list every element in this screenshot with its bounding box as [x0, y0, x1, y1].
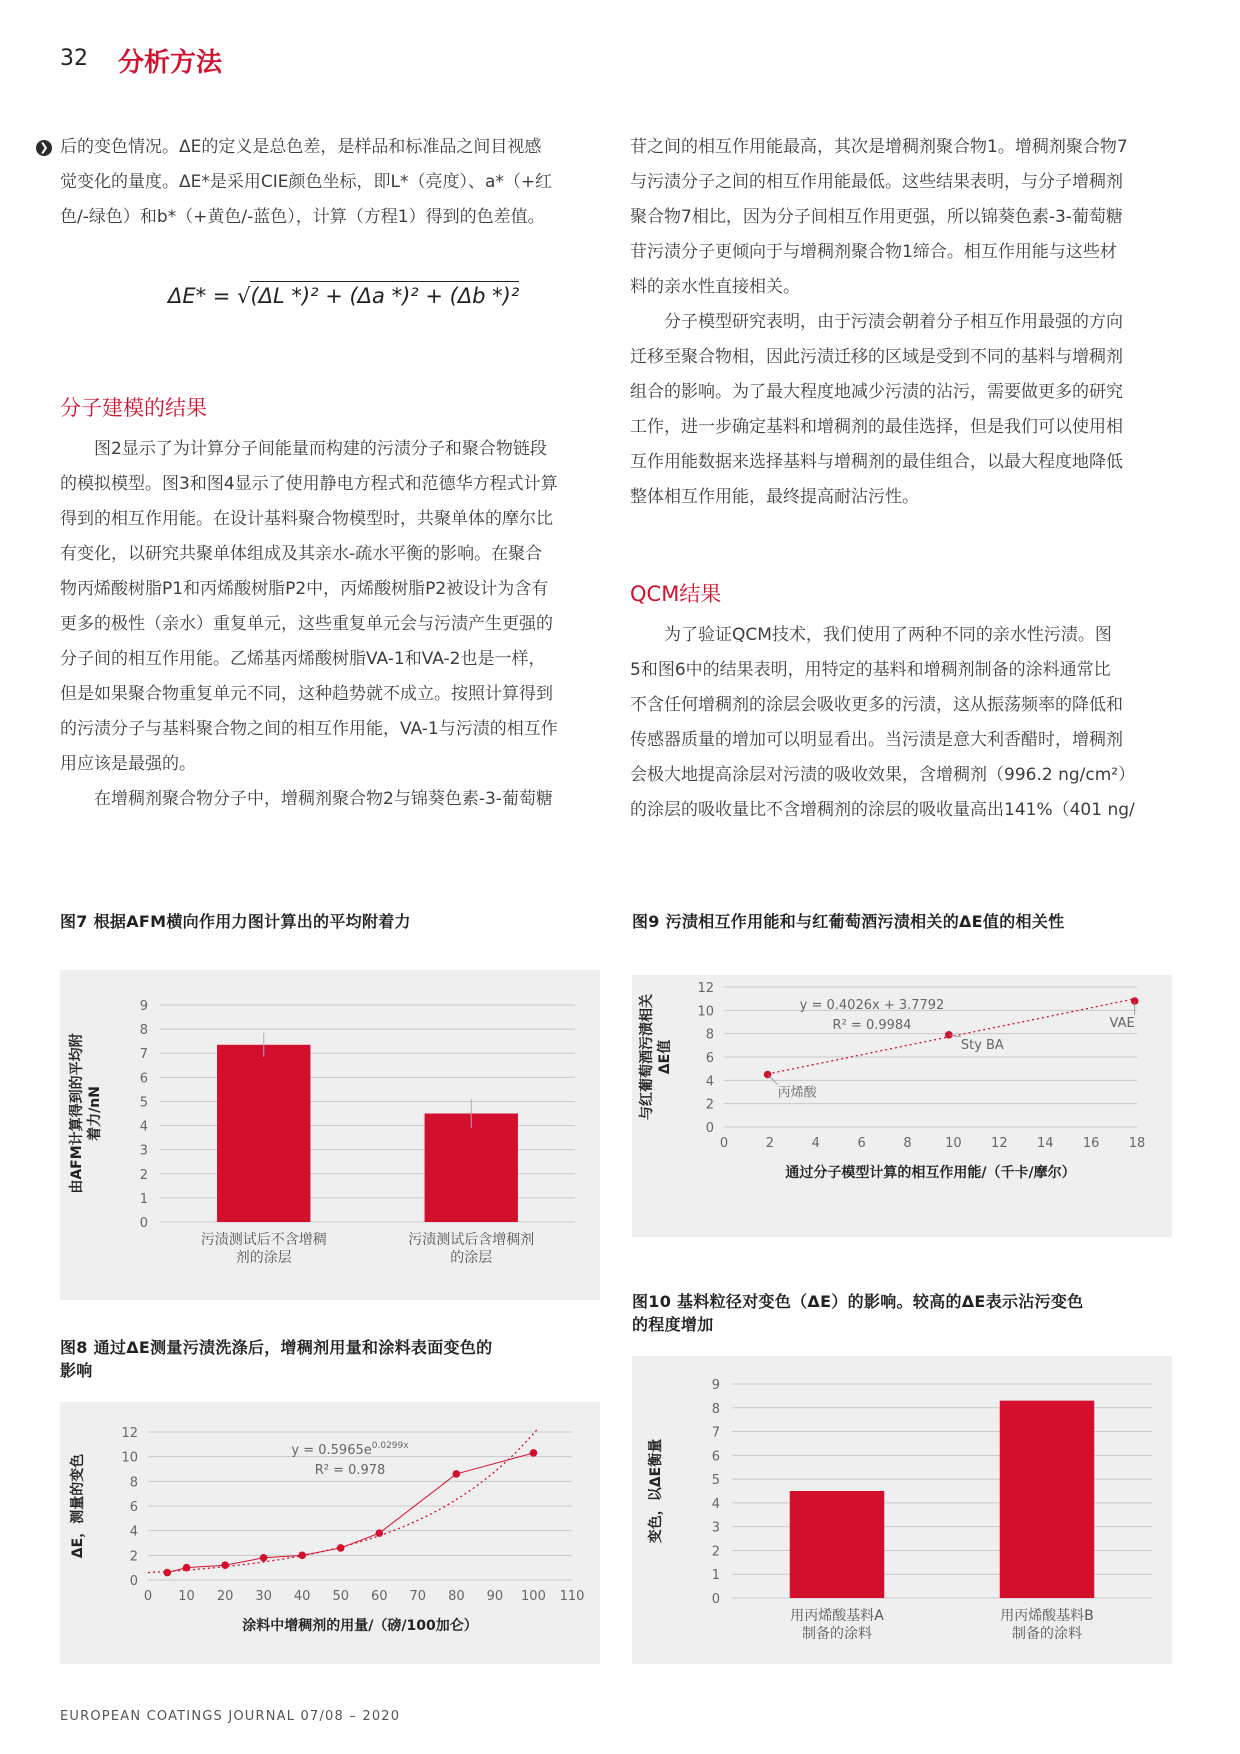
y-tick-label: 2: [705, 1097, 714, 1113]
fig10-svg: [632, 1356, 1172, 1664]
qcm-heading: QCM结果: [630, 582, 722, 606]
x-tick-label: 0: [719, 1136, 729, 1151]
y-axis-label-line: 与红葡萄酒污渍相关: [639, 994, 655, 1120]
bar: [425, 1114, 518, 1223]
y-tick-label: 4: [129, 1524, 138, 1540]
body-line: 用应该是最强的。: [60, 754, 196, 774]
y-axis-label-line: 着力/nN: [87, 1086, 103, 1141]
x-axis-label: 通过分子模型计算的相互作用能/（千卡/摩尔）: [785, 1165, 1076, 1181]
fig8-caption-line: 影响: [60, 1361, 93, 1380]
y-tick-label: 4: [711, 1496, 720, 1512]
category-label: 制备的涂料: [802, 1626, 872, 1642]
category-label: 用丙烯酸基料B: [1000, 1608, 1094, 1624]
x-tick-label: 2: [765, 1136, 775, 1151]
body-line: 会极大地提高涂层对污渍的吸收效果，含增稠剂（996.2 ng/cm²）: [630, 765, 1136, 785]
x-axis-label: 涂料中增稠剂的用量/（磅/100加仑）: [242, 1618, 478, 1634]
y-tick-label: 9: [139, 999, 148, 1014]
fig9-chart: [632, 975, 1172, 1237]
x-tick-label: 30: [255, 1589, 272, 1604]
data-point: [298, 1552, 306, 1560]
category-label: 剂的涂层: [235, 1250, 292, 1266]
y-tick-label: 1: [711, 1568, 720, 1584]
body-line: 互作用能数据来选择基料与增稠剂的最佳组合，以最大程度地降低: [630, 452, 1123, 472]
point-label-leader: [768, 1075, 778, 1085]
continue-arrow-icon: ❯: [36, 140, 52, 156]
body-line: 5和图6中的结果表明，用特定的基料和增稠剂制备的涂料通常比: [630, 660, 1111, 680]
x-tick-label: 80: [448, 1589, 465, 1604]
x-tick-label: 20: [216, 1589, 234, 1604]
fig10-caption: [632, 1290, 1083, 1336]
y-tick-label: 7: [139, 1047, 148, 1063]
trend-exponent: 0.0299x: [371, 1441, 409, 1451]
x-tick-label: 14: [1036, 1136, 1054, 1151]
fig9-caption: 图9 污渍相互作用能和与红葡萄酒污渍相关的ΔE值的相关性: [632, 912, 1065, 931]
data-point: [163, 1569, 171, 1577]
body-line: 图2显示了为计算分子间能量而构建的污渍分子和聚合物链段: [94, 439, 547, 459]
body-line: 苷之间的相互作用能最高，其次是增稠剂聚合物1。增稠剂聚合物7: [630, 137, 1128, 157]
body-line: 觉变化的量度。ΔE*是采用CIE颜色坐标，即L*（亮度）、a*（+红: [60, 172, 553, 192]
trend-equation: $y = 0.5965e^{0.0299x}$: [291, 1441, 409, 1458]
body-line: 更多的极性（亲水）重复单元，这些重复单元会与污渍产生更强的: [60, 614, 553, 634]
body-line: 但是如果聚合物重复单元不同，这种趋势就不成立。按照计算得到: [60, 684, 553, 704]
r-squared: R² = 0.9984: [832, 1018, 912, 1033]
x-tick-label: 4: [811, 1136, 820, 1151]
body-line: 工作，进一步确定基料和增稠剂的最佳选择，但是我们可以使用相: [630, 417, 1123, 437]
x-tick-label: 100: [521, 1589, 546, 1604]
qcm-section: [630, 618, 1175, 828]
y-axis-label-line: ΔE，测量的变色: [70, 1453, 86, 1559]
y-tick-label: 8: [705, 1027, 714, 1043]
y-axis-label-line: 由AFM计算得到的平均附: [69, 1033, 85, 1194]
body-line: 传感器质量的增加可以明显看出。当污渍是意大利香醋时，增稠剂: [630, 730, 1123, 750]
right-column: [630, 130, 1175, 515]
y-axis-label: [647, 1439, 664, 1543]
fig8-caption-line: 图8 通过ΔE测量污渍洗涤后，增稠剂用量和涂料表面变色的: [60, 1338, 493, 1357]
category-label: 污渍测试后含增稠剂: [408, 1232, 535, 1248]
y-tick-label: 0: [711, 1592, 720, 1607]
left-column: [60, 130, 600, 235]
x-tick-label: 90: [486, 1589, 504, 1604]
point-label: VAE: [1109, 1016, 1135, 1031]
y-tick-label: 8: [139, 1023, 148, 1039]
delta-e-formula: [168, 284, 519, 308]
y-tick-label: 0: [705, 1121, 714, 1136]
x-tick-label: 110: [559, 1589, 585, 1604]
category-label: 的涂层: [450, 1250, 493, 1266]
y-tick-label: 6: [139, 1071, 148, 1087]
y-tick-label: 6: [129, 1500, 138, 1515]
fig7-chart: [60, 970, 600, 1300]
bar: [790, 1491, 885, 1598]
body-line: 的污渍分子与基料聚合物之间的相互作用能，VA-1与污渍的相互作: [60, 719, 558, 739]
body-line: 在增稠剂聚合物分子中，增稠剂聚合物2与锦葵色素-3-葡萄糖: [94, 789, 553, 809]
x-tick-label: 70: [409, 1589, 427, 1604]
body-line: 分子模型研究表明，由于污渍会朝着分子相互作用最强的方向: [664, 312, 1123, 332]
x-tick-label: 10: [178, 1589, 195, 1604]
y-tick-label: 9: [711, 1378, 720, 1393]
data-point: [221, 1561, 229, 1569]
body-line: 为了验证QCM技术，我们使用了两种不同的亲水性污渍。图: [664, 625, 1112, 645]
data-point: [260, 1554, 268, 1562]
body-line: 得到的相互作用能。在设计基料聚合物模型时，共聚单体的摩尔比: [60, 509, 553, 529]
x-tick-label: 40: [293, 1589, 311, 1604]
x-tick-label: 16: [1082, 1136, 1100, 1151]
y-tick-label: 8: [129, 1475, 138, 1491]
y-tick-label: 0: [139, 1216, 148, 1231]
x-tick-label: 6: [857, 1136, 866, 1151]
body-line: 迁移至聚合物相，因此污渍迁移的区域是受到不同的基料与增稠剂: [630, 347, 1123, 367]
fig10-chart: [632, 1356, 1172, 1664]
trend-equation: y = 0.4026x + 3.7792: [799, 998, 945, 1013]
y-tick-label: 0: [129, 1574, 138, 1589]
fig7-caption: 图7 根据AFM横向作用力图计算出的平均附着力: [60, 912, 411, 931]
body-line: 聚合物7相比，因为分子间相互作用更强，所以锦葵色素-3-葡萄糖: [630, 207, 1123, 227]
y-tick-label: 6: [711, 1449, 720, 1465]
y-axis-label-line: ΔE值: [657, 1039, 673, 1075]
fig8-chart: [60, 1402, 600, 1664]
y-tick-label: 7: [711, 1425, 720, 1441]
y-tick-label: 3: [711, 1520, 720, 1536]
data-point: [183, 1564, 191, 1572]
body-line: 物丙烯酸树脂P1和丙烯酸树脂P2中，丙烯酸树脂P2被设计为含有: [60, 579, 549, 599]
y-tick-label: 4: [705, 1074, 714, 1090]
formula-radicand: (ΔL *)² + (Δa *)² + (Δb *)²: [250, 281, 519, 308]
body-line: 后的变色情况。ΔE的定义是总色差，是样品和标准品之间目视感: [60, 137, 542, 157]
y-tick-label: 2: [711, 1544, 720, 1560]
x-tick-label: 8: [903, 1136, 912, 1151]
body-line: 的涂层的吸收量比不含增稠剂的涂层的吸收量高出141%（401 ng/: [630, 800, 1135, 820]
category-label: 用丙烯酸基料A: [790, 1608, 884, 1624]
y-tick-label: 2: [139, 1167, 148, 1183]
body-line: 的模拟模型。图3和图4显示了使用静电方程式和范德华方程式计算: [60, 474, 558, 494]
y-tick-label: 4: [139, 1119, 148, 1135]
x-tick-label: 50: [332, 1589, 350, 1604]
x-tick-label: 12: [991, 1136, 1008, 1151]
fig10-caption-line: 图10 基料粒径对变色（ΔE）的影响。较高的ΔE表示沾污变色: [632, 1292, 1084, 1311]
y-tick-label: 5: [711, 1473, 720, 1489]
data-point: [375, 1529, 383, 1537]
y-axis-label-line: 变色，以ΔE衡量: [648, 1438, 664, 1544]
fig9-svg: [632, 975, 1172, 1237]
y-tick-label: 2: [129, 1549, 138, 1565]
fig10-caption-line: 的程度增加: [632, 1315, 714, 1334]
y-tick-label: 12: [121, 1426, 138, 1441]
bar: [1000, 1401, 1095, 1598]
y-axis-label: [638, 994, 673, 1120]
section-title: 分析方法: [118, 48, 223, 78]
body-line: 分子间的相互作用能。乙烯基丙烯酸树脂VA-1和VA-2也是一样，: [60, 649, 546, 669]
body-line: 整体相互作用能，最终提高耐沾污性。: [630, 487, 919, 507]
body-line: 苷污渍分子更倾向于与增稠剂聚合物1缔合。相互作用能与这些材: [630, 242, 1117, 262]
data-point: [530, 1449, 538, 1457]
y-axis-label: [69, 1454, 86, 1558]
x-tick-label: 0: [143, 1589, 153, 1604]
fig8-caption: [60, 1336, 492, 1382]
x-tick-label: 10: [945, 1136, 962, 1151]
body-line: 有变化，以研究共聚单体组成及其亲水-疏水平衡的影响。在聚合: [60, 544, 543, 564]
body-line: 料的亲水性直接相关。: [630, 277, 800, 297]
point-label: Sty BA: [960, 1037, 1004, 1053]
body-line: 与污渍分子之间的相互作用能最低。这些结果表明，与分子增稠剂: [630, 172, 1123, 192]
body-line: 组合的影响。为了最大程度地减少污渍的沾污，需要做更多的研究: [630, 382, 1123, 402]
x-tick-label: 60: [370, 1589, 388, 1604]
fig8-svg: [60, 1402, 600, 1664]
category-label: 制备的涂料: [1012, 1626, 1082, 1642]
point-label: 丙烯酸: [777, 1085, 817, 1101]
fig7-svg: [60, 970, 600, 1300]
y-tick-label: 1: [139, 1191, 148, 1207]
y-tick-label: 5: [139, 1095, 148, 1111]
category-label: 污渍测试后不含增稠: [200, 1232, 327, 1248]
molecular-modeling-heading: 分子建模的结果: [60, 396, 207, 420]
bar: [217, 1045, 310, 1222]
y-axis-label: [68, 1033, 103, 1193]
data-point: [453, 1470, 461, 1478]
body-line: 色/-绿色）和b*（+黄色/-蓝色），计算（方程1）得到的色差值。: [60, 207, 545, 227]
y-tick-label: 6: [705, 1051, 714, 1066]
y-tick-label: 3: [139, 1143, 148, 1159]
body-line: 不含任何增稠剂的涂层会吸收更多的污渍，这从振荡频率的降低和: [630, 695, 1123, 715]
page-number: 32: [60, 46, 88, 71]
journal-footer: EUROPEAN COATINGS JOURNAL 07/08 – 2020: [60, 1709, 401, 1724]
y-tick-label: 8: [711, 1401, 720, 1417]
molecular-section: [60, 432, 600, 817]
x-tick-label: 18: [1128, 1136, 1146, 1151]
y-tick-label: 12: [697, 981, 714, 996]
r-squared: R² = 0.978: [314, 1463, 386, 1478]
formula-lhs: ΔE* = √: [168, 284, 251, 308]
data-point: [337, 1544, 345, 1552]
y-tick-label: 10: [697, 1004, 714, 1020]
y-tick-label: 10: [121, 1450, 138, 1466]
